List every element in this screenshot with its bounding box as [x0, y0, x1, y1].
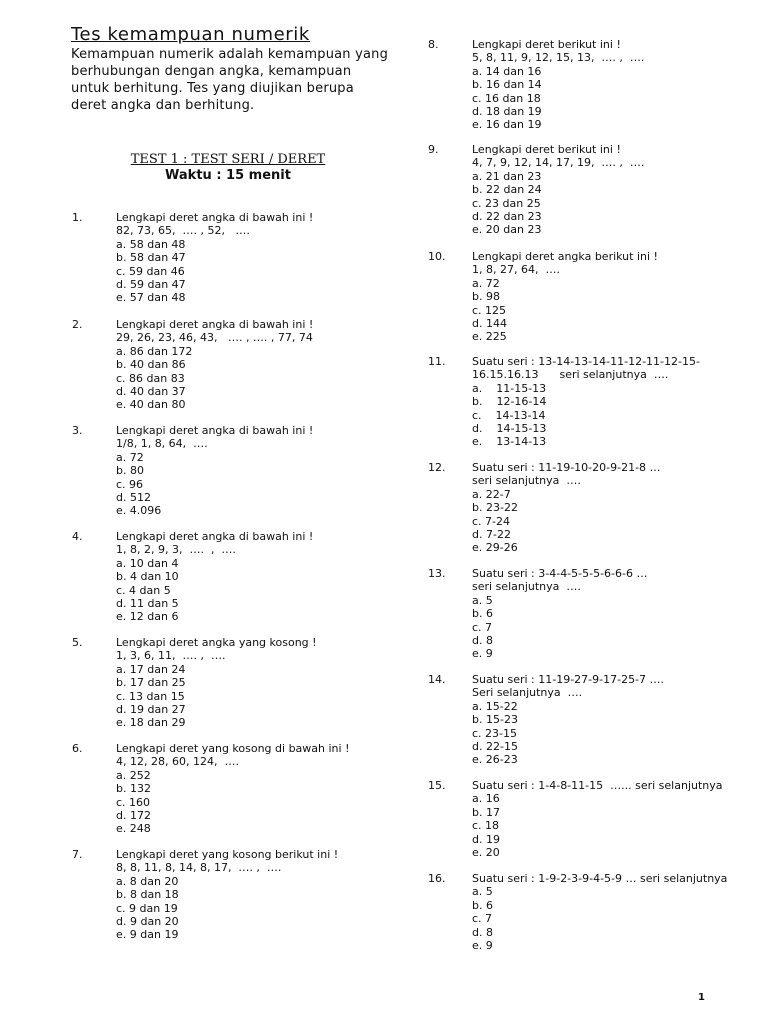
question-number: 16. [428, 872, 446, 885]
answer-option: b. 23-22 [472, 501, 518, 515]
answer-option: b. 98 [472, 290, 500, 304]
answer-option: a. 21 dan 23 [472, 169, 542, 183]
question-number: 7. [72, 848, 83, 861]
answer-option: c. 18 [472, 819, 500, 833]
question-prompt: Lengkapi deret angka berikut ini ! [472, 250, 658, 263]
question-number: 13. [428, 567, 446, 580]
answer-option: c. 16 dan 18 [472, 91, 541, 105]
answer-option: e. 248 [116, 822, 151, 836]
question-prompt: Lengkapi deret angka di bawah ini ! [116, 211, 314, 224]
answer-option: c. 86 dan 83 [116, 371, 185, 385]
question-prompt: Suatu seri : 3-4-4-5-5-5-6-6-6 … [472, 567, 648, 580]
answer-option: a. 14 dan 16 [472, 64, 542, 78]
answer-option: e. 9 dan 19 [116, 928, 179, 942]
answer-option: c. 7 [472, 620, 493, 634]
question-prompt: Suatu seri : 1-4-8-11-15 …... seri selanjutnya [472, 779, 723, 792]
answer-option: c. 23 dan 25 [472, 196, 541, 210]
answer-option: e. 9 [472, 939, 493, 953]
answer-option: c. 96 [116, 477, 144, 491]
answer-option: e. 29-26 [472, 541, 518, 555]
page-title: Tes kemampuan numerik [71, 24, 310, 45]
answer-option: c. 125 [472, 303, 507, 317]
answer-option: c. 14-13-14 [472, 408, 546, 422]
question-prompt: Lengkapi deret berikut ini ! [472, 38, 621, 51]
question-prompt: Lengkapi deret angka di bawah ini ! [116, 424, 314, 437]
answer-option: b. 12-16-14 [472, 395, 547, 409]
question-number: 14. [428, 673, 446, 686]
answer-option: d. 8 [472, 634, 493, 648]
answer-option: e. 16 dan 19 [472, 118, 542, 132]
answer-option: d. 512 [116, 491, 151, 505]
answer-option: a. 17 dan 24 [116, 662, 186, 676]
answer-option: b. 8 dan 18 [116, 888, 179, 902]
intro-paragraph: Kemampuan numerik adalah kemampuan yang berhubungan dengan angka, kemampuan untuk berhitung. Tes yang diujikan berupa deret angka dan berhitung. [71, 47, 389, 113]
question-number: 6. [72, 742, 83, 755]
question-number: 8. [428, 38, 439, 51]
answer-option: b. 40 dan 86 [116, 358, 186, 372]
question-prompt: Lengkapi deret angka di bawah ini ! [116, 318, 314, 331]
answer-option: b. 80 [116, 464, 144, 478]
question-prompt: Suatu seri : 1-9-2-3-9-4-5-9 … seri selanjutnya [472, 872, 728, 885]
question-series: 1, 8, 2, 9, 3, …. , …. [116, 543, 236, 557]
answer-option: e. 225 [472, 330, 507, 344]
question-series: seri selanjutnya …. [472, 580, 581, 594]
answer-option: a. 11-15-13 [472, 381, 547, 395]
answer-option: b. 15-23 [472, 713, 518, 727]
answer-option: a. 252 [116, 768, 151, 782]
answer-option: c. 23-15 [472, 726, 518, 740]
question-number: 15. [428, 779, 446, 792]
question-series: 29, 26, 23, 46, 43, …. , …. , 77, 74 [116, 331, 313, 345]
answer-option: e. 57 dan 48 [116, 291, 186, 305]
answer-option: a. 10 dan 4 [116, 556, 179, 570]
answer-option: a. 8 dan 20 [116, 874, 179, 888]
answer-option: a. 72 [116, 450, 144, 464]
answer-option: d. 9 dan 20 [116, 915, 179, 929]
question-prompt: Lengkapi deret berikut ini ! [472, 143, 621, 156]
answer-option: c. 7 [472, 912, 493, 926]
question-number: 5. [72, 636, 83, 649]
answer-option: e. 18 dan 29 [116, 716, 186, 730]
answer-option: e. 13-14-13 [472, 435, 547, 449]
question-series: Seri selanjutnya …. [472, 686, 583, 700]
answer-option: b. 4 dan 10 [116, 570, 179, 584]
question-series: seri selanjutnya …. [472, 474, 581, 488]
question-number: 10. [428, 250, 446, 263]
answer-option: b. 132 [116, 782, 151, 796]
answer-option: a. 15-22 [472, 699, 518, 713]
answer-option: e. 4.096 [116, 504, 162, 518]
question-number: 12. [428, 461, 446, 474]
answer-option: d. 59 dan 47 [116, 278, 186, 292]
test-title: TEST 1 : TEST SERI / DERET [130, 152, 326, 167]
question-number: 4. [72, 530, 83, 543]
answer-option: d. 7-22 [472, 528, 511, 542]
question-prompt: Lengkapi deret angka yang kosong ! [116, 636, 317, 649]
answer-option: c. 160 [116, 795, 151, 809]
answer-option: d. 19 dan 27 [116, 703, 186, 717]
question-series: 1, 3, 6, 11, …. , …. [116, 649, 226, 663]
question-series: 82, 73, 65, …. , 52, …. [116, 224, 250, 238]
question-prompt: Suatu seri : 11-19-27-9-17-25-7 …. [472, 673, 665, 686]
test-time: Waktu : 15 menit [165, 168, 291, 183]
question-number: 11. [428, 355, 446, 368]
question-number: 2. [72, 318, 83, 331]
question-series: 5, 8, 11, 9, 12, 15, 13, …. , …. [472, 51, 645, 65]
answer-option: c. 9 dan 19 [116, 901, 178, 915]
question-series: 8, 8, 11, 8, 14, 8, 17, …. , …. [116, 861, 282, 875]
answer-option: b. 17 [472, 805, 500, 819]
answer-option: b. 6 [472, 607, 493, 621]
answer-option: e. 20 dan 23 [472, 223, 542, 237]
answer-option: b. 58 dan 47 [116, 251, 186, 265]
answer-option: c. 59 dan 46 [116, 264, 185, 278]
answer-option: e. 26-23 [472, 753, 518, 767]
answer-option: b. 6 [472, 898, 493, 912]
answer-option: b. 17 dan 25 [116, 676, 186, 690]
answer-option: a. 58 dan 48 [116, 237, 186, 251]
answer-option: d. 40 dan 37 [116, 385, 186, 399]
answer-option: d. 172 [116, 809, 151, 823]
answer-option: e. 40 dan 80 [116, 398, 186, 412]
question-series: 1/8, 1, 8, 64, …. [116, 437, 208, 451]
answer-option: c. 4 dan 5 [116, 583, 171, 597]
answer-option: b. 16 dan 14 [472, 78, 542, 92]
question-series: 4, 7, 9, 12, 14, 17, 19, …. , …. [472, 156, 645, 170]
answer-option: a. 5 [472, 593, 493, 607]
answer-option: a. 86 dan 172 [116, 344, 193, 358]
question-number: 1. [72, 211, 83, 224]
answer-option: d. 14-15-13 [472, 422, 547, 436]
answer-option: d. 19 [472, 832, 500, 846]
answer-option: c. 13 dan 15 [116, 689, 185, 703]
answer-option: a. 72 [472, 276, 500, 290]
question-prompt: Lengkapi deret yang kosong di bawah ini ! [116, 742, 350, 755]
answer-option: a. 5 [472, 885, 493, 899]
answer-option: a. 22-7 [472, 487, 511, 501]
question-series: 1, 8, 27, 64, …. [472, 263, 560, 277]
answer-option: b. 22 dan 24 [472, 183, 542, 197]
question-prompt: Suatu seri : 11-19-10-20-9-21-8 … [472, 461, 661, 474]
question-prompt: Lengkapi deret yang kosong berikut ini ! [116, 848, 339, 861]
question-series: 16.15.16.13 seri selanjutnya …. [472, 368, 669, 382]
question-number: 3. [72, 424, 83, 437]
answer-option: e. 12 dan 6 [116, 610, 179, 624]
answer-option: d. 144 [472, 317, 507, 331]
answer-option: e. 20 [472, 846, 500, 860]
question-series: 4, 12, 28, 60, 124, …. [116, 755, 239, 769]
page-number: 1 [698, 992, 705, 1003]
answer-option: e. 9 [472, 647, 493, 661]
question-number: 9. [428, 143, 439, 156]
answer-option: d. 22 dan 23 [472, 210, 542, 224]
answer-option: d. 22-15 [472, 740, 518, 754]
question-prompt: Suatu seri : 13-14-13-14-11-12-11-12-15- [472, 355, 700, 368]
question-prompt: Lengkapi deret angka di bawah ini ! [116, 530, 314, 543]
answer-option: a. 16 [472, 792, 500, 806]
answer-option: d. 11 dan 5 [116, 597, 179, 611]
answer-option: c. 7-24 [472, 514, 511, 528]
answer-option: d. 18 dan 19 [472, 105, 542, 119]
answer-option: d. 8 [472, 925, 493, 939]
